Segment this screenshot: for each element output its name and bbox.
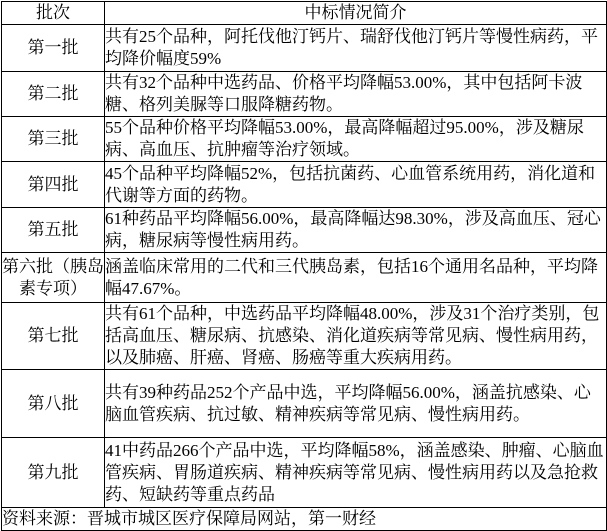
table-row [2,303,607,370]
batch-label: 第七批 [2,303,105,370]
batch-label: 第九批 [2,438,105,508]
source-note: 资料来源：晋城市城区医疗保障局网站，第一财经 [2,508,607,531]
batch-label: 第四批 [2,162,105,208]
batch-summary: 41中药品266个产品中选，平均降幅58%，涵盖感染、肿瘤、心脑血管疾病、胃肠道疾病、精神疾病等常见病、慢性病用药以及急抢救药、短缺药等重点药品 [105,438,607,508]
table-row [2,208,607,253]
table-row [2,162,607,208]
table-footer-row [2,508,607,531]
header-batch-column: 批次 [2,2,105,25]
batch-label: 第二批 [2,72,105,117]
table-header-row [2,2,607,25]
table-row [2,370,607,438]
batch-summary: 共有39种药品252个产品中选，平均降幅56.00%，涵盖抗感染、心脑血管疾病、抗过敏、精神疾病等常见病、慢性病用药。 [105,370,607,438]
batch-summary: 共有61个品种，中选药品平均降幅48.00%，涉及31个治疗类别，包括高血压、糖尿病、抗感染、消化道疾病等常见病、慢性病用药，以及肺癌、肝癌、肾癌、肠癌等重大疾病用药。 [105,303,607,370]
batch-summary: 45个品种平均降幅52%，包括抗菌药、心血管系统用药，消化道和代谢等方面的药物。 [105,162,607,208]
procurement-batch-table [1,1,607,531]
table-row [2,253,607,303]
batch-summary: 55个品种价格平均降幅53.00%，最高降幅超过95.00%，涉及糖尿病、高血压、抗肿瘤等治疗领域。 [105,117,607,162]
batch-summary: 涵盖临床常用的二代和三代胰岛素，包括16个通用名品种，平均降幅47.67%。 [105,253,607,303]
batch-label: 第三批 [2,117,105,162]
batch-label: 第一批 [2,25,105,72]
batch-label: 第五批 [2,208,105,253]
batch-summary: 共有25个品种，阿托伐他汀钙片、瑞舒伐他汀钙片等慢性病药，平均降价幅度59% [105,25,607,72]
batch-label: 第八批 [2,370,105,438]
table-row [2,72,607,117]
batch-summary: 61种药品平均降幅56.00%，最高降幅达98.30%，涉及高血压、冠心病，糖尿病等慢性病用药。 [105,208,607,253]
header-summary-column: 中标情况简介 [105,2,607,25]
table-row [2,25,607,72]
table-row [2,117,607,162]
batch-label: 第六批（胰岛素专项） [2,253,105,303]
batch-summary: 共有32个品种中选药品、价格平均降幅53.00%，其中包括阿卡波糖、格列美脲等口服降糖药物。 [105,72,607,117]
table-row [2,438,607,508]
